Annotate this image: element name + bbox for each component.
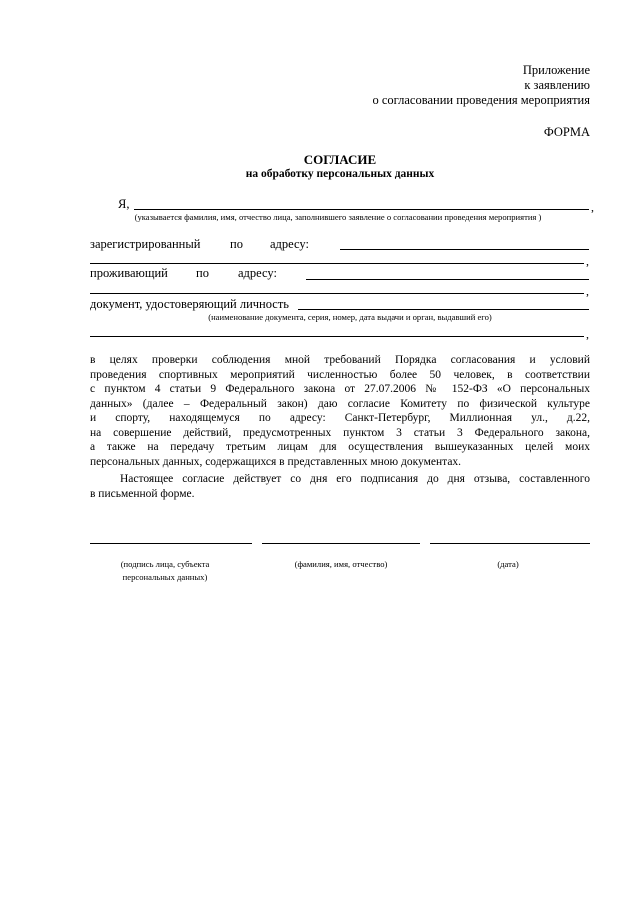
paragraph-line: а также на передачу третьим лицам для осуществления вышеуказанных целей моих <box>90 441 590 453</box>
signature-caption: (подпись лица, субъекта персональных данных) <box>120 559 210 582</box>
registered-comma: , <box>586 254 589 268</box>
registered-word1: зарегистрированный <box>90 237 201 251</box>
document-subtitle: на обработку персональных данных <box>245 168 435 180</box>
registered-address-line-2[interactable] <box>90 263 584 264</box>
living-word1: проживающий <box>90 266 168 280</box>
date-caption: (дата) <box>497 559 519 569</box>
paragraph-line: и спорту, находящемуся по адресу: Санкт-Петербург, Миллионная ул., д.22, <box>90 412 590 424</box>
living-word2: по <box>196 266 209 280</box>
document-line-2[interactable] <box>90 336 584 337</box>
living-comma: , <box>586 284 589 298</box>
living-word3: адресу: <box>238 266 277 280</box>
document-label: документ, удостоверяющий личность <box>90 297 290 311</box>
signature-line[interactable] <box>90 543 252 544</box>
header-subject: о согласовании проведения мероприятия <box>372 93 590 107</box>
paragraph-line: в целях проверки соблюдения мной требований Порядка согласования и условий <box>90 354 590 366</box>
validity-paragraph <box>90 472 590 501</box>
document-hint: (наименование документа, серия, номер, дата выдачи и орган, выдавший его) <box>208 312 492 322</box>
paragraph-line: с пунктом 4 статьи 9 Федерального закона от 27.07.2006 № 152-ФЗ «О персональных <box>90 383 590 395</box>
document-line[interactable] <box>298 309 589 310</box>
registered-word2: по <box>230 237 243 251</box>
consent-paragraph <box>90 353 590 469</box>
ya-label: Я, <box>118 197 130 211</box>
registered-address-line[interactable] <box>340 249 589 250</box>
paragraph-line: Настоящее согласие действует со дня его подписания до дня отзыва, составленного <box>120 473 590 485</box>
header-appendix: Приложение <box>522 63 590 77</box>
ya-hint: (указывается фамилия, имя, отчество лица, заполнившего заявление о согласовании проведения мероприятия ) <box>134 212 542 222</box>
document-title: СОГЛАСИЕ <box>303 152 377 167</box>
full-name-line[interactable] <box>134 209 589 210</box>
date-line[interactable] <box>430 543 590 544</box>
paragraph-line: данных» (далее – Федеральный закон) даю согласие Комитету по физической культуре <box>90 397 590 410</box>
full-name-signature-line[interactable] <box>262 543 420 544</box>
document-comma: , <box>586 327 589 341</box>
paragraph-line: персональных данных, содержащихся в представленных мною документах. <box>90 455 462 468</box>
registered-word3: адресу: <box>270 237 309 251</box>
header-to-application: к заявлению <box>524 78 590 92</box>
form-label: ФОРМА <box>543 125 590 139</box>
paragraph-line: в письменной форме. <box>90 487 195 500</box>
living-address-line-2[interactable] <box>90 293 584 294</box>
paragraph-line: на совершение действий, предусмотренных пунктом 3 статьи 3 Федерального закона, <box>90 426 590 439</box>
ya-comma: , <box>591 200 594 214</box>
paragraph-line: проведения спортивных мероприятий численностью более 50 человек, в соответствии <box>90 368 590 381</box>
name-caption: (фамилия, имя, отчество) <box>294 559 388 569</box>
living-address-line[interactable] <box>306 279 589 280</box>
